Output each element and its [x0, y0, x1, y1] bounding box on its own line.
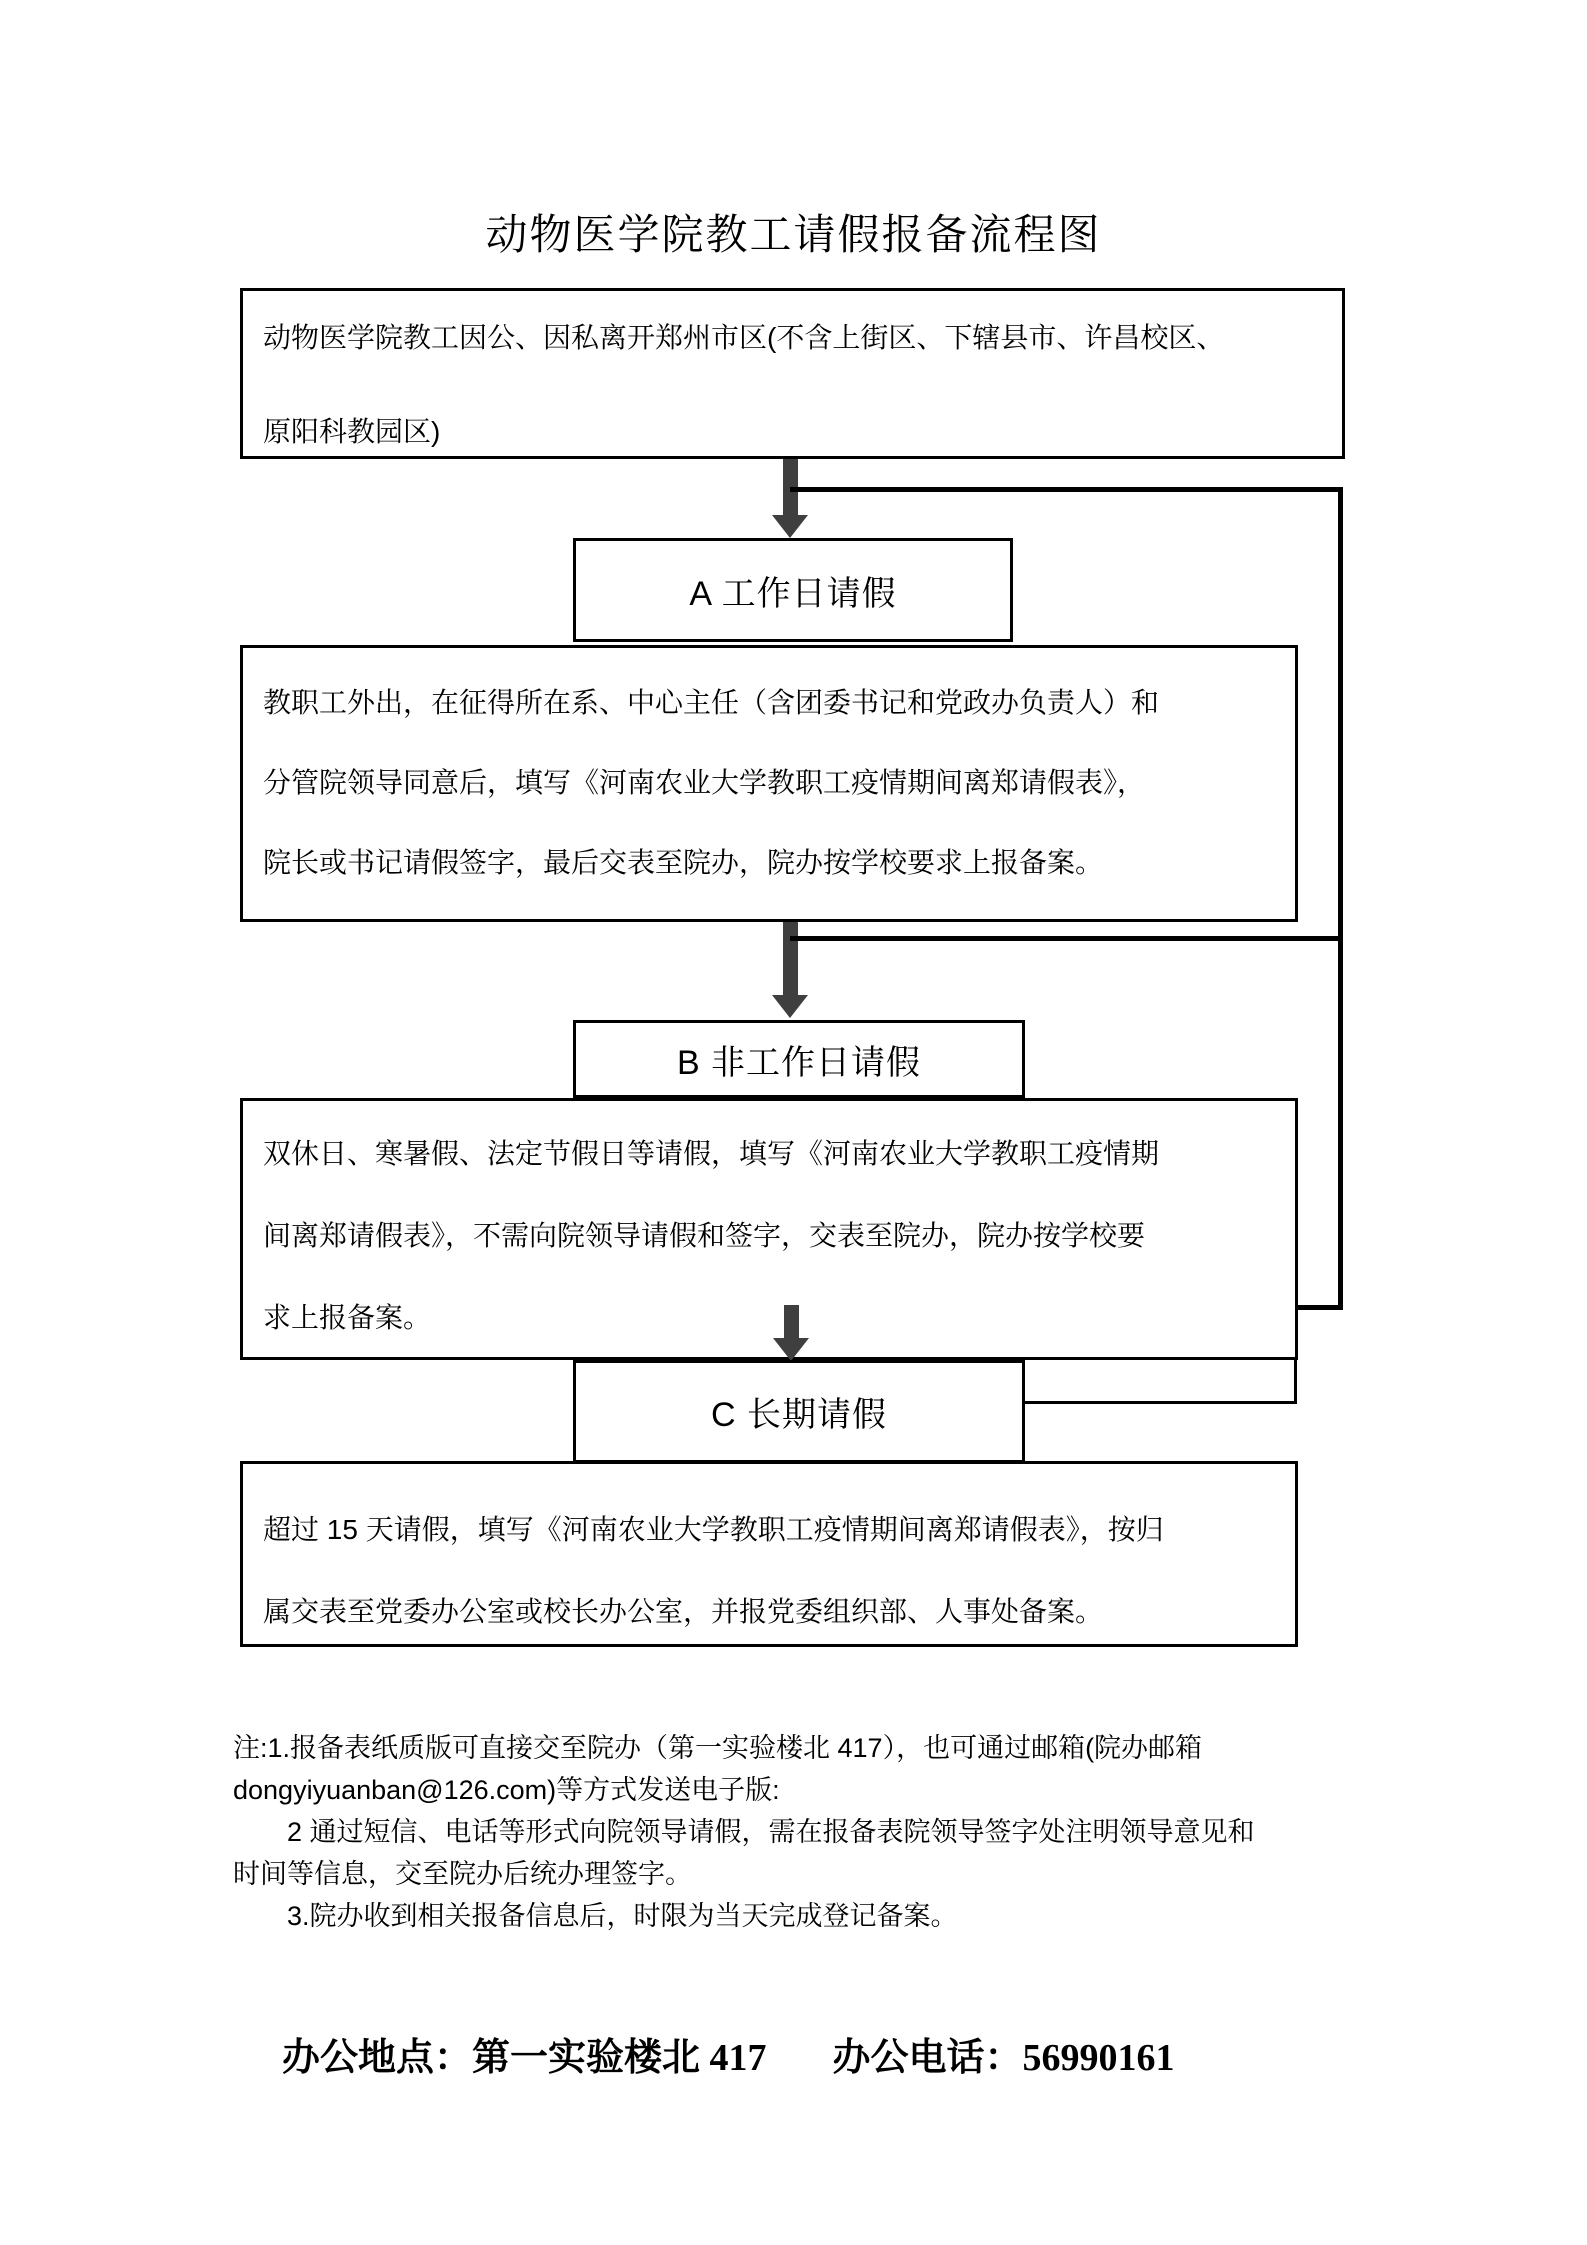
branch-c-desc-box	[240, 1461, 1298, 1647]
intro-box-line: 动物医学院教工因公、因私离开郑州市区(不含上街区、下辖县市、许昌校区、	[263, 322, 1225, 353]
connector-line-right	[1338, 487, 1343, 1310]
branch-a-desc-text	[243, 648, 1295, 903]
branch-b-label-box	[573, 1020, 1025, 1098]
connector-line-top	[790, 487, 1343, 492]
branch-a-desc-line: 分管院领导同意后，填写《河南农业大学教职工疫情期间离郑请假表》，	[263, 767, 1146, 798]
branch-b-desc-line: 求上报备案。	[263, 1302, 432, 1333]
branch-a-desc-line: 教职工外出，在征得所在系、中心主任（含团委书记和党政办负责人）和	[263, 687, 1160, 718]
branch-b-desc-text	[243, 1101, 1295, 1359]
branch-c-desc-line: 超过 15 天请假，填写《河南农业大学教职工疫情期间离郑请假表》，按归	[263, 1514, 1164, 1545]
note-line: dongyiyuanban@126.com)等方式发送电子版:	[233, 1775, 780, 1805]
branch-a-label: A 工作日请假	[689, 574, 897, 613]
thin-connector-horizontal	[1025, 1401, 1297, 1404]
branch-c-label: C 长期请假	[711, 1396, 887, 1434]
arrow-stem	[784, 1305, 799, 1338]
arrow-stem	[783, 922, 798, 995]
page-title: 动物医学院教工请假报备流程图	[485, 211, 1102, 258]
arrow-head	[772, 515, 808, 538]
branch-a-label-box	[573, 538, 1013, 642]
intro-box-line: 原阳科教园区)	[263, 416, 441, 447]
arrow-head	[773, 1338, 809, 1361]
intro-box-text	[243, 291, 1342, 479]
office-contact-footer	[282, 2026, 1175, 2081]
thin-connector-vertical	[1294, 1358, 1297, 1404]
branch-c-desc-text	[243, 1464, 1295, 1653]
branch-b-desc-line: 双休日、寒暑假、法定节假日等请假，填写《河南农业大学教职工疫情期	[263, 1138, 1160, 1169]
branch-b-desc-line: 间离郑请假表》，不需向院领导请假和签字，交表至院办，院办按学校要	[263, 1220, 1146, 1251]
arrow-head	[772, 995, 808, 1018]
notes-section	[233, 1727, 1383, 1937]
branch-b-label: B 非工作日请假	[676, 1043, 922, 1082]
branch-c-desc-line: 属交表至党委办公室或校长办公室，并报党委组织部、人事处备案。	[263, 1596, 1104, 1627]
office-phone: 办公电话：56990161	[832, 2037, 1175, 2079]
office-location: 办公地点：第一实验楼北 417	[282, 2037, 767, 2079]
down-arrow-icon	[773, 1305, 809, 1361]
note-line: 注:1.报备表纸质版可直接交至院办（第一实验楼北 417），也可通过邮箱(院办邮箱	[233, 1733, 1203, 1763]
intro-box	[240, 288, 1345, 459]
note-line: 2 通过短信、电话等形式向院领导请假，需在报备表院领导签字处注明领导意见和	[287, 1817, 1255, 1847]
branch-a-desc-line: 院长或书记请假签字，最后交表至院办，院办按学校要求上报备案。	[263, 847, 1104, 878]
branch-c-label-box	[573, 1360, 1025, 1463]
note-line: 3.院办收到相关报备信息后，时限为当天完成登记备案。	[287, 1901, 958, 1931]
note-line: 时间等信息，交至院办后统办理签字。	[233, 1859, 692, 1889]
connector-line-middle	[790, 936, 1343, 941]
branch-b-desc-box	[240, 1098, 1298, 1360]
down-arrow-icon	[772, 459, 808, 538]
branch-a-desc-box	[240, 645, 1298, 922]
